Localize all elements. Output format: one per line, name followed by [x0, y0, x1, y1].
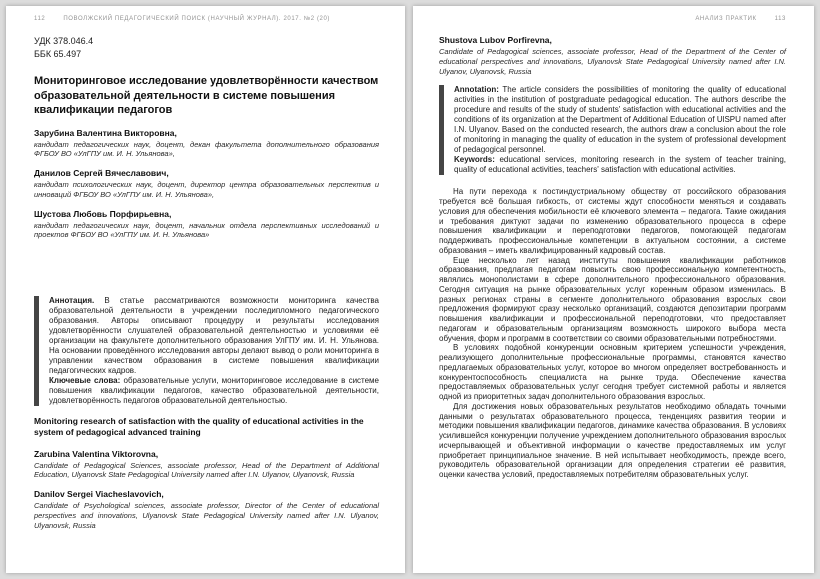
annotation-text-ru: В статье рассматриваются возможности мониторинга качества образовательной деятельности в учреждении последипломного педагогического образования. Авторы описывают процедуру и результаты исследования удовлетворённости слушателей образовательной деятельностью и условиями её организации на факультете дополнительного образования УлГПУ им. И. Н. Ульянова. На основании проведённого исследования авторы делают вывод о роли мониторинга в управлении качеством образования в системе повышения квалификации педагогических кадров. — [49, 296, 379, 376]
author-name: Danilov Sergei Viacheslavovich, — [34, 489, 164, 500]
author-name: Зарубина Валентина Викторовна, — [34, 127, 177, 138]
annotation-paragraph-ru — [49, 296, 379, 376]
annotation-block-en — [439, 85, 786, 175]
page-left — [6, 6, 405, 573]
annotation-block-ru — [34, 296, 379, 406]
body-paragraph: Еще несколько лет назад институты повышения квалификации работников образования, предлагая педагогам повысить свою профессиональную компетентность, являлись монополистами в сфере дополнительного профессионального образования. Сегодня ситуация на рынке образовательных услуг коренным образом изменилась. В разных регионах страны в сегменте дополнительного образования взрослых свои предложения формируют сразу несколько организаций, создаются депозитарии программ повышения квалификации и профессиональной переподготовки, что предоставляет педагогам и образовательным организациям возможность широкого выбора места обучения, форм и программ в соответствии со своими образовательными потребностями. — [439, 255, 786, 343]
bbk-code: ББК 65.497 — [34, 49, 82, 60]
author-affiliation: кандидат психологических наук, доцент, директор центра образовательных перспектив и инноваций ФГБОУ ВО «УлГПУ им. И. Н. Ульянова», — [34, 180, 379, 199]
section-header: АНАЛИЗ ПРАКТИК — [695, 16, 757, 22]
keywords-paragraph-ru — [49, 376, 379, 406]
author-name: Данилов Сергей Вячеславович, — [34, 168, 169, 179]
journal-title: ПОВОЛЖСКИЙ ПЕДАГОГИЧЕСКИЙ ПОИСК (НАУЧНЫЙ ЖУРНАЛ). 2017. №2 (20) — [63, 16, 331, 22]
annotation-text-en: The article considers the possibilities of monitoring the quality of educational activities in the institution of postgraduate pedagogical education. The authors describe the procedure and results of the study of students' satisfaction with educational activities and the conditions of its organization at the Department of Additional Education of UlSPU named after I.N. Ulyanov. Based on the conducted research, the authors draw a conclusion about the role of monitoring in managing the quality of education in the system of professional development of pedagogical personnel. — [454, 85, 787, 155]
udk-code: УДК 378.046.4 — [34, 36, 94, 46]
keywords-label-ru: Ключевые слова: — [49, 376, 121, 386]
author-ru-zarubina — [34, 128, 379, 160]
author-affiliation: Candidate of Pedagogical Sciences, associate professor, Head of the Department of Additional Education, Ulyanovsk State Pedagogical University named after I.N. Ulyanov, Ulyanovsk, Russia — [34, 460, 379, 480]
running-head-right — [439, 16, 786, 22]
article-title-ru: Мониторинговое исследование удовлетворённости качеством образовательной деятельности в системе повышения квалификации педагогов — [34, 75, 379, 117]
author-affiliation: кандидат педагогических наук, доцент, декан факультета дополнительного образования ФГБОУ ВО «УлГПУ им. И. Н. Ульянова», — [34, 139, 379, 159]
keywords-text-en: educational services, monitoring research in the system of teacher training, quality of educational activities, teachers' satisfaction with educational activities. — [454, 155, 786, 175]
article-body — [439, 187, 786, 480]
page-number-left: 112 — [34, 16, 46, 22]
author-en-zarubina — [34, 449, 379, 481]
annotation-label-en: Annotation: — [454, 85, 499, 95]
author-affiliation: кандидат педагогических наук, доцент, начальник отдела перспективных исследований и проектов ФГБОУ ВО «УлГПУ им. И. Н. Ульянова» — [34, 220, 379, 240]
keywords-label-en: Keywords: — [454, 155, 495, 165]
author-name: Шустова Любовь Порфирьевна, — [34, 208, 172, 219]
author-ru-danilov — [34, 168, 379, 200]
annotation-label-ru: Аннотация. — [49, 296, 95, 306]
annotation-paragraph-en — [454, 85, 786, 155]
page-right — [413, 6, 814, 573]
author-en-shustova — [439, 35, 786, 76]
running-head-left — [34, 16, 379, 22]
author-affiliation: Candidate of Psychological sciences, associate professor, Director of the Center of educational perspectives and innovations, Ulyanovsk State Pedagogical University named after I.N. Ulyanov, Ulyanovsk, Russia — [34, 501, 379, 530]
page-number-right: 113 — [774, 16, 786, 22]
author-en-danilov — [34, 489, 379, 530]
keywords-text-ru: образовательные услуги, мониторинговое исследование в системе повышения квалификации педагогов, качество образовательной деятельности, удовлетворённость педагогов образовательной деятельностью. — [49, 376, 380, 406]
article-title-en: Monitoring research of satisfaction with the quality of educational activities in the system of pedagogical advanced training — [34, 416, 364, 438]
author-ru-shustova — [34, 209, 379, 241]
author-affiliation: Candidate of Pedagogical sciences, associate professor, Head of the Department of the Center of educational perspectives and innovations, Ulyanovsk State Pedagogical University named after I.N. Ulyanov, Ulyanovsk, Russia — [439, 47, 786, 76]
body-paragraph: На пути перехода к постиндустриальному обществу от российского образования требуется всё большая гибкость, от системы ждут способности меняться и создавать условия для обеспечения мобильности её ключевого элемента – педагога. Такие ожидания и требования диктуют задачи по изменению образовательного процесса в сфере повышения квалификации и переподготовки педагогов, помогающей педагогам поддерживать профессиональные компетенции в актуальном состоянии, а системе образования – иметь квалифицированный кадровый состав. — [439, 187, 786, 255]
author-name: Shustova Lubov Porfirevna, — [439, 35, 552, 45]
keywords-paragraph-en — [454, 155, 786, 175]
body-paragraph: Для достижения новых образовательных результатов необходимо обладать точными данными о результатах образовательного процесса, тенденциях развития теории и методики повышения квалификации педагогов, динамике качества образования. В условиях усилившейся конкуренции получение учреждением дополнительного образования взрослых исчерпывающей и объективной информации о качестве предоставляемых им услуг приобретает принципиальное значение. В ней испытывает необходимость, прежде всего, руководитель образовательной организации для определения стратегии её развития, оценки качества условий, предоставляемых потребителям образовательных услуг. — [439, 401, 786, 479]
author-name: Zarubina Valentina Viktorovna, — [34, 448, 159, 459]
body-paragraph: В условиях подобной конкуренции основным критерием успешности учреждения, реализующего дополнительные профессиональные программы, становятся качество предлагаемых образовательных услуг, которое во многом определяет востребованность и конкурентоспособность специалиста на рынке труда. Обеспечение качества предоставляемых образовательных услуг сегодня требует системной работы и является одной из приоритетных задач дополнительного образования взрослых. — [439, 343, 786, 401]
